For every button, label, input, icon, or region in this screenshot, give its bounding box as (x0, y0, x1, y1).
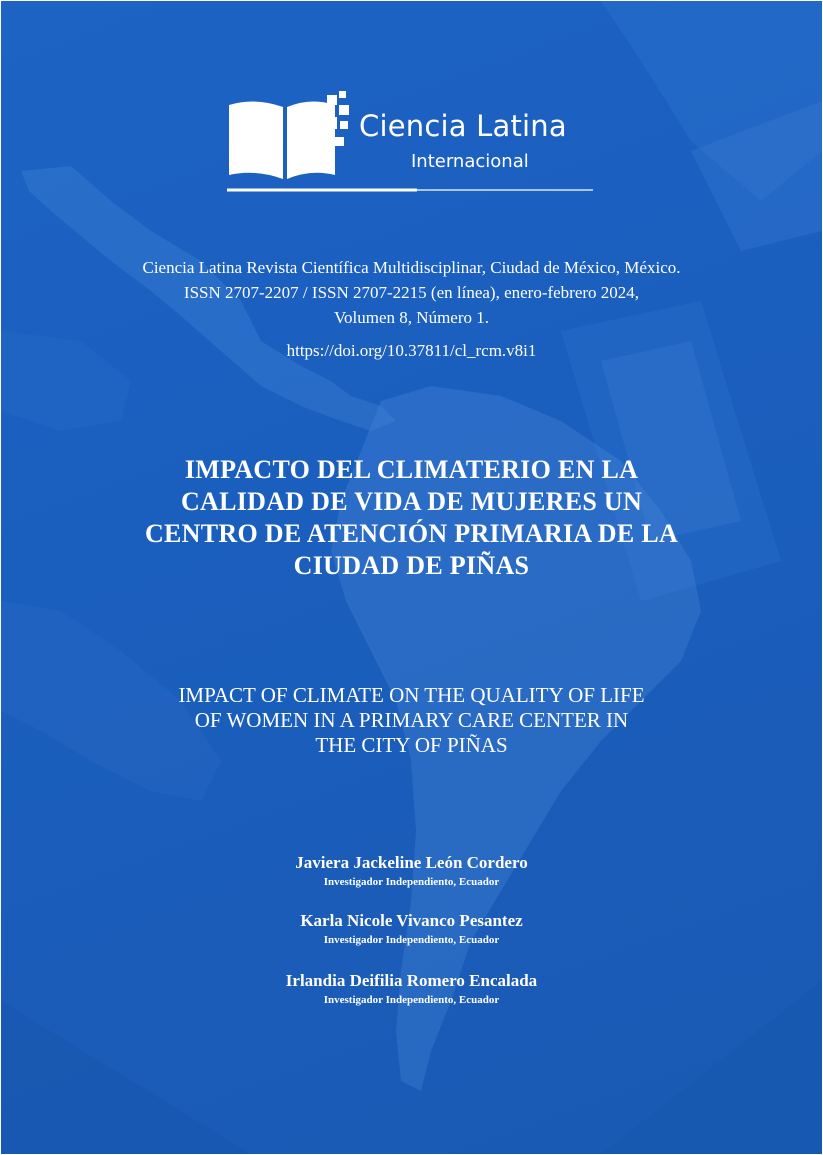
title-spanish-line-3: CENTRO DE ATENCIÓN PRIMARIA DE LA (144, 519, 679, 548)
author-affiliation: Investigador Independiento, Ecuador (323, 934, 500, 946)
author-name: Javiera Jackeline León Cordero (295, 853, 528, 872)
title-spanish-line-4: CIUDAD DE PIÑAS (293, 551, 530, 580)
journal-info-line-1: Ciencia Latina Revista Científica Multidisciplinar, Ciudad de México, México. (142, 258, 681, 277)
logo-title: Ciencia Latina (359, 109, 567, 143)
author-name: Karla Nicole Vivanco Pesantez (300, 911, 523, 930)
journal-info-line-3: Volumen 8, Número 1. (333, 308, 490, 327)
author-affiliation: Investigador Independiento, Ecuador (323, 876, 500, 888)
title-english-line-2: OF WOMEN IN A PRIMARY CARE CENTER IN (194, 708, 629, 732)
author-name: Irlandia Deifilia Romero Encalada (285, 971, 538, 990)
doi-link[interactable]: https://doi.org/10.37811/cl_rcm.v8i1 (286, 341, 537, 360)
journal-info-line-2: ISSN 2707-2207 / ISSN 2707-2215 (en línea), enero-febrero 2024, (183, 283, 640, 302)
title-english-line-3: THE CITY OF PIÑAS (315, 733, 508, 757)
author-affiliation: Investigador Independiento, Ecuador (323, 994, 500, 1006)
logo-subtitle: Internacional (411, 151, 529, 172)
title-spanish-line-1: IMPACTO DEL CLIMATERIO EN LA (184, 455, 639, 484)
title-english-line-1: IMPACT OF CLIMATE ON THE QUALITY OF LIFE (178, 683, 645, 707)
cover-page (1, 1, 822, 1154)
ciencia-latina-logo (227, 91, 597, 196)
title-spanish-line-2: CALIDAD DE VIDA DE MUJERES UN (180, 487, 643, 516)
